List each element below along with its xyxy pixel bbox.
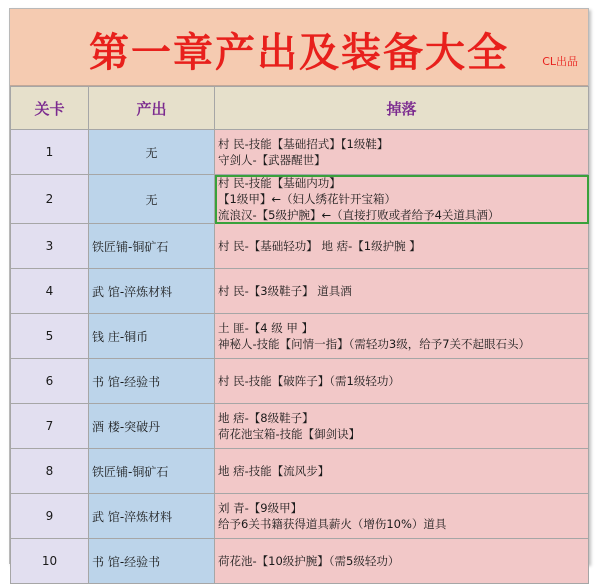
drop-line: 守剑人-【武器醒世】 [218, 153, 326, 167]
drop-line: 刘 青-【9级甲】 [218, 501, 303, 515]
output-cell[interactable]: 铁匠铺-铜矿石 [89, 449, 215, 494]
drop-line: 荷花池-【10级护腕】（需5级轻功） [218, 554, 400, 568]
output-cell[interactable]: 书 馆-经验书 [89, 359, 215, 404]
credit-label: CL出品 [542, 55, 578, 68]
level-cell[interactable]: 1 [11, 130, 89, 175]
drop-line: 土 匪-【4 级 甲 】 [218, 321, 314, 335]
drop-line: 村 民-【3级鞋子】 道具酒 [218, 284, 352, 298]
header-output: 产出 [89, 87, 215, 130]
drops-cell[interactable] [215, 404, 589, 449]
table-row[interactable] [11, 494, 589, 539]
header-level: 关卡 [11, 87, 89, 130]
output-cell[interactable]: 铁匠铺-铜矿石 [89, 224, 215, 269]
output-cell[interactable]: 武 馆-淬炼材料 [89, 494, 215, 539]
drop-line: 给予6关书籍获得道具薪火（增伤10%）道具 [218, 517, 447, 531]
drop-line: 地 痞-技能【流风步】 [218, 464, 330, 478]
level-cell[interactable]: 10 [11, 539, 89, 584]
output-cell[interactable]: 书 馆-经验书 [89, 539, 215, 584]
level-cell[interactable]: 9 [11, 494, 89, 539]
level-cell[interactable]: 8 [11, 449, 89, 494]
table-row[interactable] [11, 269, 589, 314]
table-row[interactable] [11, 539, 589, 584]
level-cell[interactable]: 6 [11, 359, 89, 404]
level-cell[interactable]: 4 [11, 269, 89, 314]
drops-cell[interactable] [215, 359, 589, 404]
output-cell[interactable]: 无 [89, 175, 215, 224]
output-cell[interactable]: 钱 庄-铜币 [89, 314, 215, 359]
drops-cell[interactable] [215, 175, 589, 224]
drops-cell[interactable] [215, 130, 589, 175]
output-cell[interactable]: 酒 楼-突破丹 [89, 404, 215, 449]
level-cell[interactable]: 2 [11, 175, 89, 224]
drop-line: 村 民-技能【基础内功】 [218, 176, 341, 190]
table-row[interactable] [11, 130, 589, 175]
level-cell[interactable]: 3 [11, 224, 89, 269]
table-row[interactable] [11, 404, 589, 449]
drop-line: 村 民-技能【破阵子】（需1级轻功） [218, 374, 400, 388]
drops-cell[interactable] [215, 449, 589, 494]
drop-line: 村 民-【基础轻功】 地 痞-【1级护腕 】 [218, 239, 421, 253]
page-title: 第一章产出及装备大全 [89, 30, 509, 76]
drops-cell[interactable] [215, 494, 589, 539]
drop-line: 地 痞-【8级鞋子】 [218, 411, 314, 425]
drop-line: 神秘人-技能【问情一指】（需轻功3级，给予7关不起眼石头） [218, 337, 531, 351]
drop-line: 荷花池宝箱-技能【御剑诀】 [218, 427, 361, 441]
spreadsheet [9, 8, 589, 569]
output-cell[interactable]: 无 [89, 130, 215, 175]
header-row [11, 87, 589, 130]
drops-cell[interactable] [215, 539, 589, 584]
table-row[interactable] [11, 359, 589, 404]
drop-line: 村 民-技能【基础招式】【1级鞋】 [218, 137, 389, 151]
output-cell[interactable]: 武 馆-淬炼材料 [89, 269, 215, 314]
table-row[interactable] [11, 224, 589, 269]
drop-line: 流浪汉-【5级护腕】←（直接打败或者给予4关道具酒） [218, 208, 500, 222]
drops-cell[interactable] [215, 314, 589, 359]
title-banner [10, 9, 588, 86]
header-drops: 掉落 [215, 87, 589, 130]
table-row[interactable] [11, 449, 589, 494]
level-cell[interactable]: 7 [11, 404, 89, 449]
level-cell[interactable]: 5 [11, 314, 89, 359]
table-row[interactable] [11, 314, 589, 359]
drops-cell[interactable] [215, 269, 589, 314]
drop-line: 【1级甲】←（妇人绣花针开宝箱） [218, 192, 396, 206]
equipment-table [10, 86, 589, 584]
drops-cell[interactable] [215, 224, 589, 269]
table-row[interactable] [11, 175, 589, 224]
